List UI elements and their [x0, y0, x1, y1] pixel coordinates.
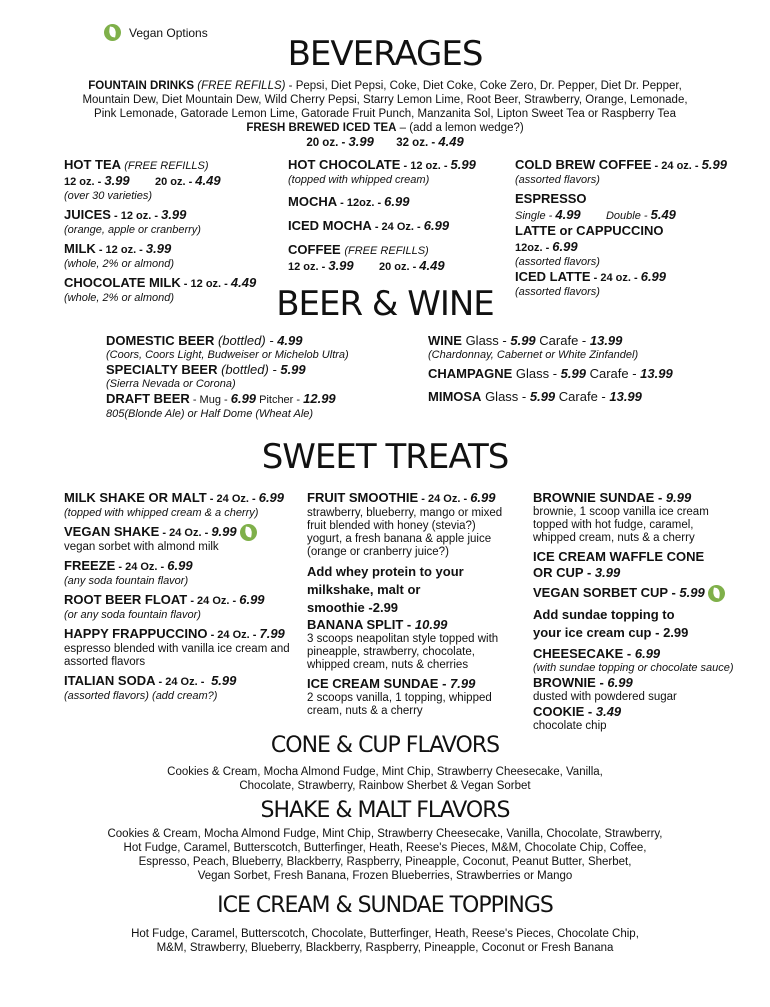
coffee-size-1: 12 oz. - — [288, 261, 329, 273]
coffee-size-2: 20 oz. - — [378, 261, 420, 273]
iced-tea-title: FRESH BREWED ICED TEA — [246, 122, 397, 134]
freeze-price: 6.99 — [167, 558, 193, 574]
domestic-beer-price: 4.99 — [277, 333, 303, 348]
cold-brew-price: 5.99 — [701, 157, 727, 172]
topping-line-2: your ice cream cup — [533, 625, 652, 641]
champagne-carafe-price: 13.99 — [640, 366, 673, 381]
brownie-sundae-desc-2: topped with hot fudge, caramel, — [533, 519, 694, 531]
toppings-heading: ICE CREAM & SUNDAE TOPPINGS — [217, 893, 553, 918]
juices-size: - 12 oz. - — [110, 210, 162, 222]
cheesecake-name: CHEESECAKE — [533, 646, 624, 662]
sundae-price: 7.99 — [450, 676, 476, 691]
smoothie-size: - 24 Oz. - — [418, 493, 471, 505]
hot-tea-price-1: 3.99 — [104, 173, 130, 188]
fountain-drinks — [20, 79, 750, 150]
cone-flavors-line-1: Cookies & Cream, Mocha Almond Fudge, Mint Chip, Strawberry Cheesecake, Vanilla, — [167, 766, 603, 778]
beverages-heading: BEVERAGES — [287, 34, 483, 74]
milk-size: - 12 oz. - — [95, 244, 146, 256]
iced-tea-price-b: 4.49 — [438, 134, 464, 149]
vegan-sorbet-leaf-icon — [708, 585, 725, 602]
vegan-sorbet-price: 5.99 — [679, 585, 705, 600]
vegan-shake-size: - 24 Oz. - — [159, 527, 212, 539]
fountain-list-3: Pink Lemonade, Gatorade Lemon Lime, Gatorade Fruit Punch, Manzanita Sol, Lipton Sweet Tea or Raspberry Tea — [94, 108, 676, 120]
waffle-cone-line-2: OR CUP — [533, 565, 584, 580]
vegan-legend-label: Vegan Options — [129, 25, 208, 40]
draft-beer-note: 805(Blonde Ale) or Half Dome (Wheat Ale) — [106, 408, 314, 420]
brownie-sundae-name: BROWNIE SUNDAE — [533, 490, 655, 505]
vegan-sorbet-name: VEGAN SORBET CUP — [533, 585, 668, 600]
frappuccino-price: 7.99 — [259, 626, 285, 642]
sweet-column-1 — [64, 490, 304, 703]
shake-flavors-line-4: Vegan Sorbet, Fresh Banana, Frozen Blueberries, Strawberries or Mango — [197, 870, 573, 882]
mimosa-glass-label: Glass - — [481, 389, 530, 404]
shake-malt-heading: SHAKE & MALT FLAVORS — [260, 798, 510, 823]
draft-beer-mug-price: 6.99 — [230, 391, 257, 406]
beer-column — [106, 333, 426, 421]
iced-latte-price: 6.99 — [640, 269, 667, 284]
domestic-beer-type: (bottled) - — [214, 333, 278, 348]
mocha-size: - 12oz. - — [337, 197, 385, 209]
frappuccino-desc-1: espresso blended with vanilla ice cream and — [64, 643, 290, 656]
wine-carafe-label: Carafe - — [535, 333, 590, 348]
iced-mocha-size: - 24 Oz. - — [371, 221, 424, 233]
hot-tea-price-2: 4.49 — [195, 173, 221, 188]
hot-tea-size-2: 20 oz. - — [154, 176, 196, 188]
domestic-beer-note: (Coors, Coors Light, Budweiser or Michelob Ultra) — [106, 349, 349, 361]
juices-note: (orange, apple or cranberry) — [64, 224, 201, 236]
mimosa-carafe-price: 13.99 — [609, 389, 642, 404]
draft-beer-name: DRAFT BEER — [106, 391, 190, 406]
sundae-sep: - — [438, 676, 451, 691]
shake-flavors-line-2: Hot Fudge, Caramel, Butterscotch, Butterfinger, Heath, Reese's Pieces, M&M, Chocolate Chip, Coffee, — [123, 842, 647, 854]
banana-split-price: 10.99 — [414, 617, 448, 632]
milk-shake-name: MILK SHAKE OR MALT — [64, 490, 207, 505]
fountain-refills: (FREE REFILLS) — [197, 80, 286, 92]
mocha-name: MOCHA — [288, 194, 338, 209]
coffee-name: COFFEE — [288, 242, 341, 257]
iced-tea-note: – (add a lemon wedge?) — [396, 122, 524, 134]
espresso-name: ESPRESSO — [515, 191, 587, 206]
italian-soda-price: 5.99 — [211, 673, 237, 689]
hot-chocolate-name: HOT CHOCOLATE — [288, 157, 401, 172]
brownie-desc: dusted with powdered sugar — [533, 691, 677, 704]
smoothie-price: 6.99 — [470, 490, 496, 505]
wine-note: (Chardonnay, Cabernet or White Zinfandel) — [428, 349, 639, 361]
topping-sep: - — [651, 625, 664, 641]
champagne-glass-price: 5.99 — [560, 366, 586, 381]
freeze-name: FREEZE — [64, 558, 116, 574]
italian-soda-size: - 24 Oz. - — [155, 676, 208, 689]
latte-size: 12oz. - — [515, 242, 553, 254]
draft-beer-pitcher: Pitcher - — [256, 394, 304, 406]
vegan-shake-desc: vegan sorbet with almond milk — [64, 541, 219, 554]
root-beer-float-size: - 24 Oz. - — [187, 595, 240, 608]
shake-flavors-line-1: Cookies & Cream, Mocha Almond Fudge, Mint Chip, Strawberry Cheesecake, Vanilla, Chocolate, Strawberry, — [107, 828, 663, 840]
mimosa-name: MIMOSA — [428, 389, 482, 404]
vegan-shake-name: VEGAN SHAKE — [64, 524, 160, 539]
smoothie-name: FRUIT SMOOTHIE — [307, 490, 419, 505]
waffle-cone-sep: - — [583, 565, 595, 580]
iced-latte-size: - 24 oz. - — [590, 272, 641, 284]
vegan-sorbet-sep: - — [667, 585, 680, 600]
cone-cup-flavors — [20, 765, 750, 793]
hot-tea-name: HOT TEA — [64, 157, 121, 172]
brownie-sundae-price: 9.99 — [665, 490, 692, 505]
iced-mocha-price: 6.99 — [423, 218, 450, 233]
root-beer-float-name: ROOT BEER FLOAT — [64, 592, 188, 608]
beverages-column-3 — [515, 157, 755, 299]
fountain-list-1: - Pepsi, Diet Pepsi, Coke, Diet Coke, Coke Zero, Dr. Pepper, Diet Dr. Pepper, — [288, 80, 682, 92]
toppings-line-2: M&M, Strawberry, Blueberry, Blackberry, Raspberry, Pineapple, Coconut or Fresh Banana — [156, 942, 614, 954]
cookie-name: COOKIE — [533, 704, 585, 720]
frappuccino-desc-2: assorted flavors — [64, 656, 146, 669]
brownie-price: 6.99 — [607, 675, 633, 691]
brownie-sundae-sep: - — [654, 490, 666, 505]
fountain-title: FOUNTAIN DRINKS — [88, 80, 195, 92]
hot-chocolate-price: 5.99 — [450, 157, 476, 172]
latte-note: (assorted flavors) — [515, 256, 600, 268]
espresso-single-label: Single - — [515, 210, 556, 222]
coffee-price-2: 4.49 — [419, 258, 445, 273]
shake-malt-flavors — [20, 827, 750, 883]
sweet-treats-heading: SWEET TREATS — [261, 437, 509, 477]
cookie-desc: chocolate chip — [533, 720, 607, 733]
milk-name: MILK — [64, 241, 96, 256]
cheesecake-price: 6.99 — [634, 646, 661, 662]
banana-split-name: BANANA SPLIT — [307, 617, 404, 632]
smoothie-desc-2: fruit blended with honey (stevia?) — [307, 520, 476, 532]
cone-cup-heading: CONE & CUP FLAVORS — [270, 733, 500, 758]
smoothie-desc-3: yogurt, a fresh banana & apple juice — [307, 533, 492, 545]
freeze-note: (any soda fountain flavor) — [64, 575, 189, 588]
milk-shake-price: 6.99 — [258, 490, 285, 505]
banana-split-desc-3: whipped cream, nuts & cherries — [307, 659, 469, 671]
specialty-beer-type: (bottled) - — [217, 362, 281, 377]
cone-flavors-line-2: Chocolate, Strawberry, Rainbow Sherbet & Vegan Sorbet — [239, 780, 531, 792]
brownie-sep: - — [595, 675, 608, 691]
cold-brew-name: COLD BREW COFFEE — [515, 157, 652, 172]
chocolate-milk-name: CHOCOLATE MILK — [64, 275, 181, 290]
iced-mocha-name: ICED MOCHA — [288, 218, 372, 233]
protein-line-2: milkshake, malt or — [307, 582, 421, 597]
milk-price: 3.99 — [145, 241, 172, 256]
smoothie-desc-4: (orange or cranberry juice?) — [307, 546, 449, 558]
cold-brew-size: - 24 oz. - — [651, 160, 702, 172]
italian-soda-name: ITALIAN SODA — [64, 673, 156, 689]
beer-wine-heading: BEER & WINE — [276, 284, 494, 324]
protein-line-1: Add whey protein to your — [307, 564, 464, 579]
waffle-cone-price: 3.99 — [594, 565, 621, 580]
beverages-column-2 — [288, 157, 508, 275]
sweet-column-2 — [307, 490, 532, 718]
milk-shake-size: - 24 Oz. - — [206, 493, 259, 505]
protein-line-3: smoothie - — [307, 600, 373, 615]
champagne-carafe-label: Carafe - — [585, 366, 641, 381]
iced-latte-name: ICED LATTE — [515, 269, 591, 284]
chocolate-milk-size: - 12 oz. - — [180, 278, 231, 290]
specialty-beer-name: SPECIALTY BEER — [106, 362, 218, 377]
cold-brew-note: (assorted flavors) — [515, 174, 600, 186]
topping-line-1: Add sundae topping to — [533, 607, 675, 623]
hot-tea-refills: (FREE REFILLS) — [124, 160, 209, 172]
hot-chocolate-note: (topped with whipped cream) — [288, 174, 430, 186]
mocha-price: 6.99 — [384, 194, 410, 209]
milk-shake-note: (topped with whipped cream & a cherry) — [64, 507, 259, 519]
iced-tea-size-b: 32 oz. - — [396, 137, 439, 149]
draft-beer-pitcher-price: 12.99 — [303, 391, 336, 406]
mimosa-glass-price: 5.99 — [529, 389, 556, 404]
iced-latte-note: (assorted flavors) — [515, 286, 600, 298]
beverages-column-1 — [64, 157, 279, 305]
juices-price: 3.99 — [161, 207, 187, 222]
iced-tea-size-a: 20 oz. - — [306, 137, 349, 149]
hot-tea-size-1: 12 oz. - — [64, 176, 105, 188]
brownie-name: BROWNIE — [533, 675, 596, 691]
wine-name: WINE — [428, 333, 462, 348]
espresso-single-price: 4.99 — [555, 207, 581, 222]
frappuccino-name: HAPPY FRAPPUCCINO — [64, 626, 208, 642]
wine-glass-label: Glass - — [461, 333, 511, 348]
cookie-sep: - — [584, 704, 596, 720]
iced-tea-price-a: 3.99 — [348, 134, 374, 149]
coffee-price-1: 3.99 — [328, 258, 354, 273]
coffee-refills: (FREE REFILLS) — [344, 245, 429, 257]
shake-flavors-line-3: Espresso, Peach, Blueberry, Blackberry, Raspberry, Pineapple, Coconut, Peanut Butter, Sherbet, — [138, 856, 632, 868]
frappuccino-size: - 24 Oz. - — [207, 629, 260, 642]
mimosa-carafe-label: Carafe - — [555, 389, 610, 404]
cheesecake-note: (with sundae topping or chocolate sauce) — [533, 662, 734, 675]
cookie-price: 3.49 — [595, 704, 622, 720]
wine-column — [428, 333, 748, 405]
cheesecake-sep: - — [623, 646, 635, 662]
brownie-sundae-desc-1: brownie, 1 scoop vanilla ice cream — [533, 506, 709, 518]
sundae-name: ICE CREAM SUNDAE — [307, 676, 439, 691]
milk-note: (whole, 2% or almond) — [64, 258, 175, 270]
italian-soda-note: (assorted flavors) (add cream?) — [64, 690, 218, 703]
juices-name: JUICES — [64, 207, 111, 222]
champagne-name: CHAMPAGNE — [428, 366, 513, 381]
freeze-size: - 24 Oz. - — [115, 561, 168, 574]
smoothie-desc-1: strawberry, blueberry, mango or mixed — [307, 507, 503, 519]
root-beer-float-note: (or any soda fountain flavor) — [64, 609, 201, 622]
banana-split-desc-2: pineapple, strawberry, chocolate, — [307, 646, 475, 658]
vegan-shake-leaf-icon — [240, 524, 257, 541]
protein-price: 2.99 — [372, 600, 399, 615]
brownie-sundae-desc-3: whipped cream, nuts & a cherry — [533, 532, 695, 544]
hot-tea-note: (over 30 varieties) — [64, 190, 153, 202]
sundae-desc-1: 2 scoops vanilla, 1 topping, whipped — [307, 692, 492, 704]
topping-price: 2.99 — [663, 625, 689, 641]
chocolate-milk-price: 4.49 — [230, 275, 257, 290]
toppings-line-1: Hot Fudge, Caramel, Butterscotch, Chocolate, Butterfinger, Heath, Reese's Pieces, Chocolate Chip, — [131, 928, 639, 940]
fountain-list-2: Mountain Dew, Diet Mountain Dew, Wild Cherry Pepsi, Starry Lemon Lime, Root Beer, Strawberry, Orange, Lemonade, — [82, 94, 688, 106]
root-beer-float-price: 6.99 — [239, 592, 265, 608]
hot-chocolate-size: - 12 oz. - — [400, 160, 451, 172]
toppings-list — [20, 927, 750, 955]
vegan-shake-price: 9.99 — [211, 524, 237, 539]
espresso-double-label: Double - — [605, 210, 651, 222]
specialty-beer-note: (Sierra Nevada or Corona) — [106, 378, 236, 390]
draft-beer-mug: - Mug - — [189, 394, 231, 406]
espresso-double-price: 5.49 — [650, 207, 676, 222]
latte-price: 6.99 — [552, 239, 578, 254]
latte-name: LATTE or CAPPUCCINO — [515, 223, 664, 238]
banana-split-sep: - — [403, 617, 415, 632]
wine-carafe-price: 13.99 — [589, 333, 623, 348]
waffle-cone-line-1: ICE CREAM WAFFLE CONE — [533, 549, 705, 564]
sundae-desc-2: cream, nuts & a cherry — [307, 705, 423, 717]
specialty-beer-price: 5.99 — [280, 362, 306, 377]
chocolate-milk-note: (whole, 2% or almond) — [64, 292, 175, 304]
wine-glass-price: 5.99 — [510, 333, 536, 348]
champagne-glass-label: Glass - — [512, 366, 561, 381]
domestic-beer-name: DOMESTIC BEER — [106, 333, 215, 348]
banana-split-desc-1: 3 scoops neapolitan style topped with — [307, 633, 499, 645]
sweet-column-3 — [533, 490, 758, 733]
